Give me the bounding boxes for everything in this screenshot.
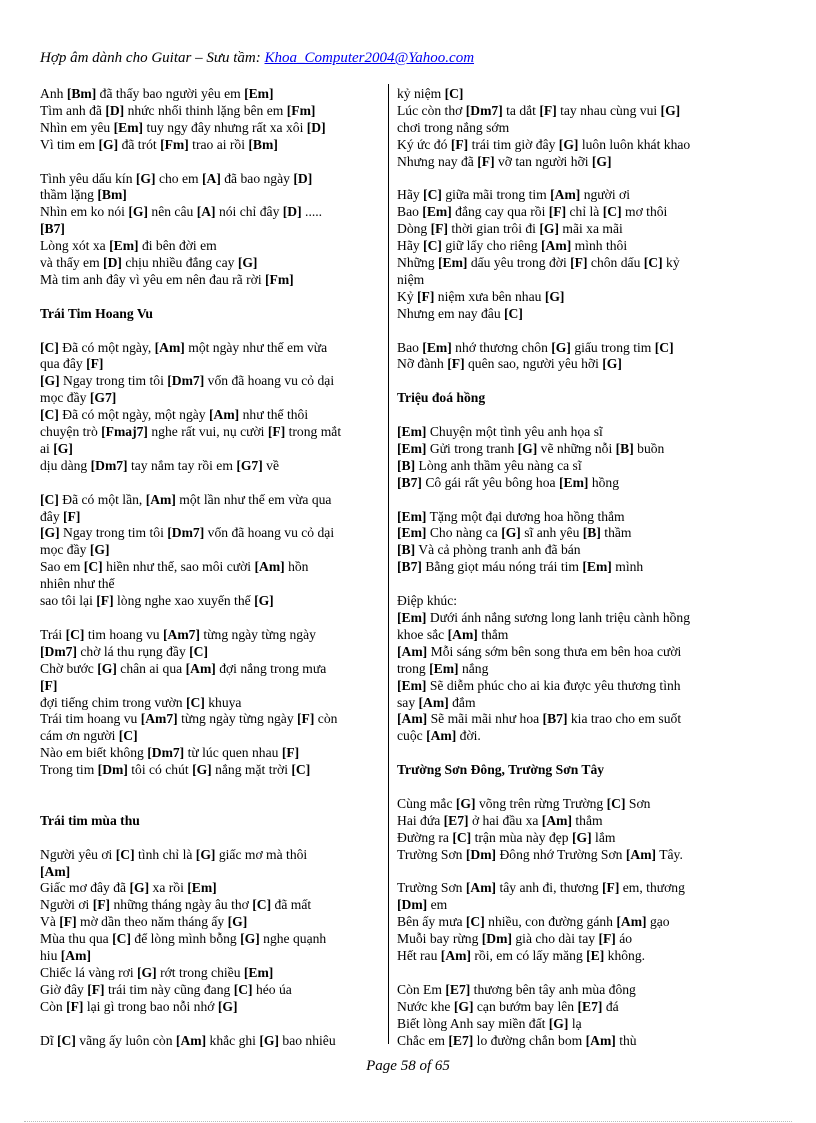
chord: [Dm]: [97, 762, 128, 778]
chord: [Am]: [541, 812, 572, 828]
lyric-line: qua đây [F]: [40, 356, 104, 372]
chord: [E]: [586, 948, 605, 964]
chord: [Em]: [397, 424, 427, 440]
chord: [Am]: [254, 559, 285, 575]
chord: [D]: [105, 102, 125, 118]
lyric-line: [Am] Sẽ mãi mãi như hoa [B7] kia trao cho em suốt: [397, 711, 682, 727]
chord: [G]: [544, 288, 565, 304]
lyric-line: Bên ấy mưa [C] nhiều, con đường gánh [Am] gạo: [397, 914, 670, 930]
blank-line: [40, 154, 380, 171]
lyric-line: khoe sắc [Am] thắm: [397, 626, 509, 642]
chord: [Em]: [422, 339, 452, 355]
lyric-line: Hết rau [Am] rồi, em có lấy măng [E] không.: [397, 948, 646, 964]
chord: [Am]: [175, 1032, 207, 1048]
chord: [G]: [259, 1032, 279, 1048]
chord: [F]: [447, 356, 465, 372]
chord: [E7]: [445, 981, 471, 997]
lyric-line: Trái [C] tim hoang vu [Am7] từng ngày từng ngày: [40, 626, 316, 642]
chord: [F]: [548, 204, 567, 220]
blank-line: [397, 864, 737, 881]
chord: [Em]: [558, 474, 589, 490]
chord: [Fm]: [160, 136, 189, 152]
lyric-line: [Em] Dưới ánh nắng sương long lanh triệu cành hồng: [397, 609, 691, 625]
lyric-line: [Em] Tặng một đại dương hoa hồng thắm: [397, 508, 625, 524]
chord: [C]: [602, 204, 622, 220]
lyric-line: Bao [Em] nhớ thương chôn [G] giấu trong tim [C]: [397, 339, 674, 355]
lyric-line: [G] Ngay trong tim tôi [Dm7] vốn đã hoang vu cỏ dại: [40, 373, 335, 389]
chord: [C]: [115, 846, 135, 862]
lyric-line: Trường Sơn [Dm] Đông nhớ Trường Sơn [Am] Tây.: [397, 846, 683, 862]
chord: [G]: [602, 356, 622, 372]
chord: [G]: [455, 795, 476, 811]
blank-line: [40, 830, 380, 847]
chord: [Em]: [422, 204, 452, 220]
lyric-line: Điệp khúc:: [397, 593, 458, 609]
lyric-line: Cùng mắc [G] võng trên rừng Trường [C] Sơn: [397, 795, 651, 811]
lyric-line: đây [F]: [40, 508, 81, 524]
chord: [G]: [517, 440, 538, 456]
lyric-line: Dĩ [C] vãng ấy luôn còn [Am] khắc ghi [G] bao nhiêu: [40, 1032, 336, 1048]
chord: [G]: [548, 1015, 569, 1031]
chord: [F]: [63, 508, 81, 524]
lyric-line: [40, 864, 380, 881]
lyric-line: [B7] Cô gái rất yêu bông hoa [Em] hồng: [397, 474, 620, 490]
chord: [C]: [252, 897, 272, 913]
chord: [G7]: [89, 390, 117, 406]
right-column: [397, 86, 737, 1049]
chord: [Am]: [397, 643, 428, 659]
blank-line: [397, 373, 737, 390]
chord: [Am]: [60, 948, 91, 964]
chord: [C]: [654, 339, 674, 355]
chord: [Am]: [154, 339, 185, 355]
chord: [Fm]: [265, 271, 294, 287]
chord: [C]: [83, 559, 103, 575]
chord: [G]: [40, 525, 60, 541]
chord: [Am]: [145, 491, 176, 507]
chord: [G]: [53, 440, 73, 456]
header-prefix: Hợp âm dành cho Guitar – Sưu tầm:: [40, 50, 265, 66]
page-footer: [0, 1058, 816, 1075]
chord: [G]: [137, 964, 157, 980]
lyric-line: [40, 678, 380, 695]
blank-line: [397, 171, 737, 188]
chord: [F]: [450, 136, 469, 152]
blank-line: [397, 492, 737, 509]
lyric-line: thầm lặng [Bm]: [40, 187, 127, 203]
lyric-line: kỷ niệm [C]: [397, 86, 464, 101]
blank-line: [40, 323, 380, 340]
blank-line: [40, 475, 380, 492]
chord: [B7]: [542, 711, 568, 727]
chord: [G]: [227, 914, 248, 930]
chord: [Dm7]: [90, 457, 128, 473]
chord: [F]: [417, 288, 435, 304]
lyric-line: Lòng xót xa [Em] đi bên đời em: [40, 238, 217, 254]
blank-line: [397, 323, 737, 340]
lyric-line: Giấc mơ đây đã [G] xa rồi [Em]: [40, 880, 217, 896]
lyric-line: mọc đầy [G]: [40, 542, 110, 558]
chord: [F]: [86, 356, 104, 372]
lyric-line: Chắc em [E7] lo đường chắn bom [Am] thù: [397, 1032, 637, 1048]
lyric-line: Hãy [C] giữ lấy cho riêng [Am] mình thôi: [397, 238, 628, 254]
lyric-line: Còn Em [E7] thương bên tây anh mùa đông: [397, 981, 636, 997]
chord: [G]: [97, 660, 117, 676]
chord: [Fm]: [286, 102, 316, 118]
chord: [Fmaj7]: [101, 424, 148, 440]
chord: [Am7]: [162, 626, 200, 642]
lyric-line: Hai đứa [E7] ở hai đầu xa [Am] thẳm: [397, 812, 603, 828]
lyric-line: Trái tim hoang vu [Am7] từng ngày từng ngày [F] còn: [40, 711, 338, 727]
chord: [G7]: [236, 457, 263, 473]
lyric-line: Và [F] mờ dần theo năm tháng ấy [G]: [40, 914, 248, 930]
chord: [Em]: [397, 609, 427, 625]
lyric-line: [B] Lòng anh thầm yêu nàng ca sĩ: [397, 457, 582, 473]
chord: [Em]: [397, 508, 427, 524]
lyric-line: Còn [F] lại gì trong bao nỗi nhớ [G]: [40, 998, 238, 1014]
lyric-line: Dòng [F] thời gian trôi đi [G] mãi xa mãi: [397, 221, 623, 237]
chord: [Em]: [429, 660, 459, 676]
chord: [G]: [240, 931, 260, 947]
chord: [C]: [643, 255, 663, 271]
lyric-line: nhiên như thế: [40, 576, 115, 592]
lyric-line: Vì tim em [G] đã trót [Fm] trao ai rồi [Bm]: [40, 136, 278, 152]
lyric-line: Hãy [C] giữa mãi trong tim [Am] người ơi: [397, 187, 631, 203]
chord: [E7]: [443, 812, 469, 828]
lyric-line: niệm: [397, 271, 425, 287]
chord: [C]: [423, 238, 442, 254]
chord: [Em]: [397, 440, 427, 456]
chord: [G]: [40, 373, 60, 389]
chord: [F]: [59, 914, 77, 930]
song-title: Trái Tim Hoang Vu: [40, 305, 153, 321]
chord: [Dm]: [481, 931, 512, 947]
chord: [B]: [397, 457, 416, 473]
chord: [C]: [40, 491, 59, 507]
lyric-line: hiu [Am]: [40, 948, 91, 964]
chord: [Dm]: [397, 897, 428, 913]
lyric-line: [Dm7] chờ lá thu rụng đầy [C]: [40, 643, 209, 659]
song-title: Trái tim mùa thu: [40, 812, 140, 828]
chord: [Am]: [465, 880, 497, 896]
lyric-line: Nước khe [G] cạn bướm bay lên [E7] đá: [397, 998, 619, 1014]
lyric-line: Nỡ đành [F] quên sao, người yêu hỡi [G]: [397, 356, 622, 372]
chord: [C]: [57, 1032, 76, 1048]
chord: [Bm]: [97, 187, 127, 203]
lyric-line: Trường Sơn [Am] tây anh đi, thương [F] em, thương: [397, 880, 685, 896]
chord: [B]: [615, 440, 634, 456]
blank-line: [40, 289, 380, 306]
chord: [B]: [397, 542, 416, 558]
lyric-line: Kỷ [F] niệm xưa bên nhau [G]: [397, 288, 565, 304]
blank-line: [40, 610, 380, 627]
lyric-line: [Am] Mỗi sáng sớm bên song thưa em bên hoa cười: [397, 643, 682, 659]
chord: [Bm]: [66, 86, 97, 101]
chord: [F]: [602, 880, 620, 896]
lyric-line: Đường ra [C] trận mùa này đẹp [G] lắm: [397, 829, 616, 845]
lyric-line: Nào em biết không [Dm7] từ lúc quen nhau [F]: [40, 745, 300, 761]
chord: [F]: [297, 711, 315, 727]
chord: [G]: [237, 255, 258, 271]
lyric-line: Nhưng nay đã [F] vỡ tan người hỡi [G]: [397, 153, 612, 169]
blank-line: [397, 745, 737, 762]
chord: [D]: [103, 255, 122, 271]
chord: [Am]: [418, 694, 449, 710]
lyric-line: Giờ đây [F] trái tim này cũng đang [C] héo úa: [40, 981, 292, 997]
header-email-link[interactable]: Khoa_Computer2004@Yahoo.com: [264, 50, 475, 66]
chord: [C]: [423, 187, 442, 203]
chord: [F]: [570, 255, 588, 271]
lyric-line: Nhìn em ko nói [G] nên câu [A] nói chỉ đây [D] .....: [40, 204, 323, 220]
lyric-line: Tình yêu dấu kín [G] cho em [A] đã bao ngày [D]: [40, 170, 313, 186]
chord: [G]: [572, 829, 592, 845]
chord: [D]: [282, 204, 302, 220]
chord: [B]: [582, 525, 601, 541]
lyric-line: [Em] Cho nàng ca [G] sĩ anh yêu [B] thầm: [397, 525, 632, 541]
lyric-line: Biết lòng Anh say miền đất [G] lạ: [397, 1015, 582, 1031]
chord: [Am]: [440, 948, 471, 964]
chord: [G]: [539, 221, 559, 237]
chord: [C]: [118, 728, 138, 744]
chord: [G]: [453, 998, 474, 1014]
chord: [F]: [539, 102, 557, 118]
lyric-line: Lúc còn thơ [Dm7] ta dắt [F] tay nhau cùng vui [G]: [397, 102, 681, 118]
chord: [C]: [444, 86, 464, 101]
chord: [F]: [281, 745, 300, 761]
chord: [Am]: [397, 711, 428, 727]
chord: [F]: [96, 593, 114, 609]
chord: [G]: [129, 880, 150, 896]
lyric-line: Mà tim anh đây vì yêu em nên đau rã rời [Fm]: [40, 271, 294, 287]
chord: [Am]: [426, 728, 457, 744]
chord: [C]: [40, 407, 59, 423]
chord: [Am]: [585, 1032, 616, 1048]
song-title: Trường Sơn Đông, Trường Sơn Tây: [397, 762, 605, 778]
chord: [Dm7]: [465, 102, 503, 118]
chord: [Em]: [109, 238, 139, 254]
lyric-line: Trong tim [Dm] tôi có chút [G] nắng mặt trời [C]: [40, 762, 311, 778]
chord: [B7]: [397, 474, 422, 490]
blank-line: [40, 1016, 380, 1033]
chord: [Am7]: [140, 711, 178, 727]
chord: [Am]: [550, 187, 581, 203]
lyric-line: Tìm anh đã [D] nhức nhối thinh lặng bên em [Fm]: [40, 102, 316, 118]
lyric-line: [Dm] em: [397, 897, 448, 913]
chord: [F]: [267, 424, 286, 440]
left-column: [40, 86, 380, 1049]
blank-line: [397, 576, 737, 593]
chord: [C]: [40, 339, 59, 355]
chord: [Dm7]: [167, 373, 205, 389]
chord: [Am]: [625, 846, 657, 862]
lyric-line: Chiếc lá vàng rơi [G] rớt trong chiều [Em]: [40, 964, 274, 980]
chord: [Am]: [447, 626, 478, 642]
lyric-line: Muỗi bay rừng [Dm] già cho dài tay [F] áo: [397, 931, 633, 947]
chord: [Bm]: [248, 136, 278, 152]
chord: [F]: [477, 153, 495, 169]
lyric-line: [Em] Gửi trong tranh [G] vẽ những nỗi [B] buồn: [397, 440, 665, 456]
lyric-line: [40, 221, 380, 238]
chord: [G]: [128, 204, 148, 220]
chord: [G]: [192, 762, 212, 778]
blank-line: [40, 796, 380, 813]
lyric-line: cám ơn người [C]: [40, 728, 138, 744]
lyric-line: chuyện trò [Fmaj7] nghe rất vui, nụ cười [F] trong mắt: [40, 424, 342, 440]
lyric-line: Sao em [C] hiền như thế, sao môi cười [Am] hồn: [40, 559, 309, 575]
lyric-line: Những [Em] dấu yêu trong đời [F] chôn dấu [C] kỷ: [397, 255, 680, 271]
chord: [G]: [558, 136, 579, 152]
lyric-line: và thấy em [D] chịu nhiều đắng cay [G]: [40, 255, 258, 271]
chord: [C]: [606, 795, 626, 811]
lyric-line: Nhìn em yêu [Em] tuy ngy đây nhưng rất xa xôi [D]: [40, 119, 326, 135]
lyric-line: [C] Đã có một ngày, [Am] một ngày như thế em vừa: [40, 339, 328, 355]
chord: [Dm7]: [40, 643, 77, 659]
chord: [F]: [87, 981, 105, 997]
blank-line: [397, 407, 737, 424]
chord: [Am]: [40, 863, 71, 879]
chord: [F]: [66, 998, 84, 1014]
chord: [G]: [217, 998, 238, 1014]
page-header: [40, 50, 474, 67]
chord: [C]: [504, 305, 523, 321]
song-title: Triệu đoá hồng: [397, 390, 486, 406]
chord: [Am]: [185, 660, 216, 676]
chord: [G]: [551, 339, 571, 355]
lyric-line: Ký ức đó [F] trái tim giờ đây [G] luôn luôn khát khao: [397, 136, 691, 152]
chord: [C]: [452, 829, 472, 845]
lyric-line: say [Am] đắm: [397, 694, 476, 710]
chord: [G]: [195, 846, 216, 862]
chord: [Em]: [437, 255, 468, 271]
page-number: Page 58 of 65: [366, 1058, 450, 1074]
chord: [Am]: [541, 238, 572, 254]
lyric-line: mọc đầy [G7]: [40, 390, 117, 406]
chord: [Em]: [397, 677, 427, 693]
chord: [A]: [196, 204, 216, 220]
lyric-line: Bao [Em] đắng cay qua rồi [F] chỉ là [C] mơ thôi: [397, 204, 668, 220]
chord: [Am]: [209, 407, 240, 423]
chord: [G]: [254, 593, 274, 609]
lyric-line: [Em] Chuyện một tình yêu anh họa sĩ: [397, 424, 603, 440]
chord: [F]: [40, 677, 58, 693]
chord: [E7]: [448, 1032, 474, 1048]
bottom-rule: [24, 1121, 792, 1122]
chord: [Em]: [397, 525, 427, 541]
blank-line: [40, 779, 380, 796]
chord: [Em]: [582, 559, 612, 575]
lyric-line: dịu dàng [Dm7] tay nắm tay rồi em [G7] về: [40, 457, 279, 473]
chord: [C]: [185, 694, 205, 710]
chord: [G]: [98, 136, 119, 152]
chord: [F]: [598, 931, 616, 947]
chord: [C]: [65, 626, 85, 642]
chord: [B7]: [40, 221, 65, 237]
lyric-line: cuộc [Am] đời.: [397, 728, 481, 744]
lyric-line: Anh [Bm] đã thấy bao người yêu em [Em]: [40, 86, 274, 101]
lyric-line: Mùa thu qua [C] để lòng mình bỗng [G] nghe quạnh: [40, 931, 327, 947]
chord: [Dm7]: [167, 525, 205, 541]
chord: [E7]: [577, 998, 603, 1014]
lyric-line: đợi tiếng chim trong vườn [C] khuya: [40, 694, 242, 710]
lyric-line: [B] Và cả phòng tranh anh đã bán: [397, 542, 581, 558]
chord: [Em]: [187, 880, 217, 896]
chord: [G]: [89, 542, 110, 558]
chord: [G]: [660, 102, 681, 118]
chord: [D]: [293, 170, 313, 186]
chord: [F]: [92, 897, 111, 913]
chord: [C]: [291, 762, 311, 778]
lyric-line: Chờ bước [G] chân ai qua [Am] đợi nắng trong mưa: [40, 660, 327, 676]
chord: [B7]: [397, 559, 422, 575]
column-divider: [388, 84, 389, 1044]
chord: [C]: [112, 931, 131, 947]
chord: [G]: [135, 170, 156, 186]
chord: [Em]: [113, 119, 144, 135]
chord: [D]: [306, 119, 326, 135]
blank-line: [397, 965, 737, 982]
lyric-line: Người ơi [F] những tháng ngày âu thơ [C] đã mất: [40, 897, 312, 913]
blank-line: [397, 779, 737, 796]
lyric-line: [G] Ngay trong tim tôi [Dm7] vốn đã hoang vu cỏ dại: [40, 525, 335, 541]
lyric-line: Nhưng em nay đâu [C]: [397, 305, 523, 321]
chord: [G]: [501, 525, 521, 541]
chord: [F]: [430, 221, 448, 237]
lyric-line: [C] Đã có một ngày, một ngày [Am] như thế thôi: [40, 407, 309, 423]
chord: [Em]: [244, 86, 274, 101]
chord: [Am]: [616, 914, 647, 930]
lyric-line: trong [Em] nắng: [397, 660, 489, 676]
lyric-line: [B7] Bằng giọt máu nóng trái tim [Em] mình: [397, 559, 644, 575]
chord: [C]: [189, 643, 209, 659]
lyric-line: [Em] Sẽ diễm phúc cho ai kia được yêu thương tình: [397, 677, 681, 693]
lyric-line: chơi trong nắng sớm: [397, 119, 510, 135]
chord: [Em]: [243, 964, 274, 980]
chord: [Dm7]: [147, 745, 185, 761]
chord: [A]: [201, 170, 221, 186]
chord: [G]: [591, 153, 612, 169]
lyric-line: Người yêu ơi [C] tình chỉ là [G] giấc mơ mà thôi: [40, 846, 308, 862]
chord: [Dm]: [465, 846, 497, 862]
chord: [C]: [233, 981, 253, 997]
lyric-line: sao tôi lại [F] lòng nghe xao xuyến thế [G]: [40, 593, 274, 609]
chord: [C]: [465, 914, 485, 930]
lyric-line: ai [G]: [40, 440, 73, 456]
lyric-line: [C] Đã có một lần, [Am] một lần như thế em vừa qua: [40, 491, 332, 507]
